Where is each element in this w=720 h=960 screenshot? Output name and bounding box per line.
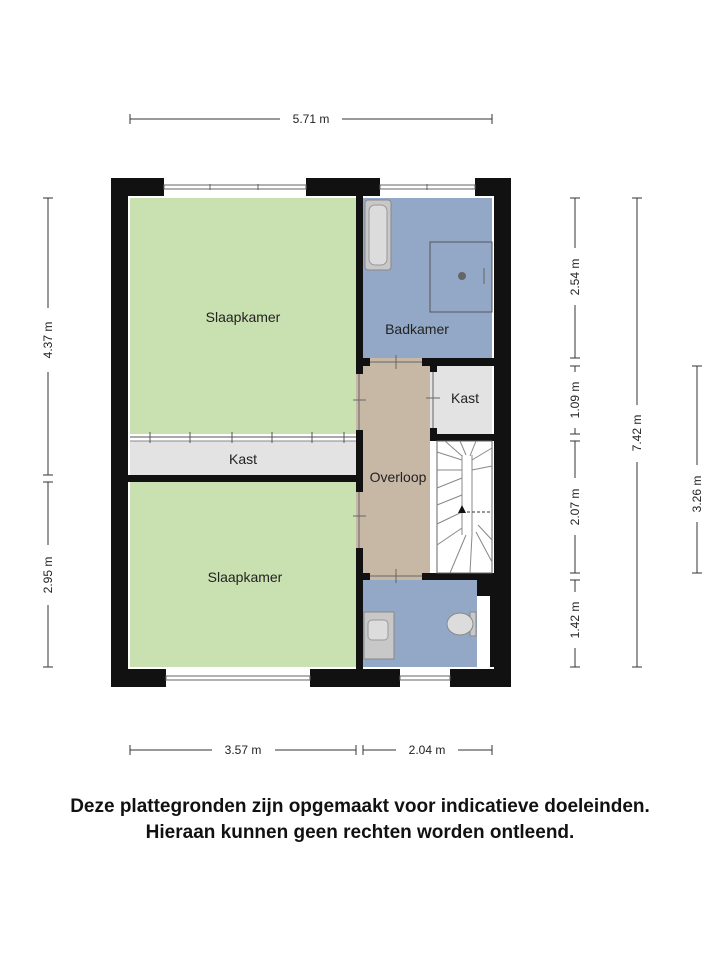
dim-right-4: 1.42 m xyxy=(568,601,582,639)
label-overloop: Overloop xyxy=(369,469,427,485)
dim-top-width: 5.71 m xyxy=(292,112,330,126)
label-slaapkamer-top: Slaapkamer xyxy=(205,309,281,325)
dim-right-total: 7.42 m xyxy=(630,414,644,452)
label-slaapkamer-bottom: Slaapkamer xyxy=(207,569,283,585)
label-kast-middle: Kast xyxy=(228,451,258,467)
dim-left-lower: 2.95 m xyxy=(41,556,55,594)
dim-right-3: 2.07 m xyxy=(568,488,582,526)
label-badkamer: Badkamer xyxy=(385,321,449,337)
staircase-icon xyxy=(437,441,492,573)
dim-right-2: 1.09 m xyxy=(568,381,582,419)
dim-right-stair: 3.26 m xyxy=(690,475,704,513)
disclaimer-line-2: Hieraan kunnen geen rechten worden ontleend. xyxy=(145,822,575,843)
dim-bottom-left: 3.57 m xyxy=(224,743,262,757)
dim-bottom-right: 2.04 m xyxy=(408,743,446,757)
sink-icon xyxy=(364,612,394,659)
dim-left-upper: 4.37 m xyxy=(41,321,55,359)
toilet-icon xyxy=(447,612,476,636)
dim-right-1: 2.54 m xyxy=(568,258,582,296)
bathtub-icon xyxy=(365,200,391,270)
disclaimer-line-1: Deze plattegronden zijn opgemaakt voor indicatieve doeleinden. xyxy=(70,796,650,817)
label-kast-right: Kast xyxy=(450,390,480,406)
